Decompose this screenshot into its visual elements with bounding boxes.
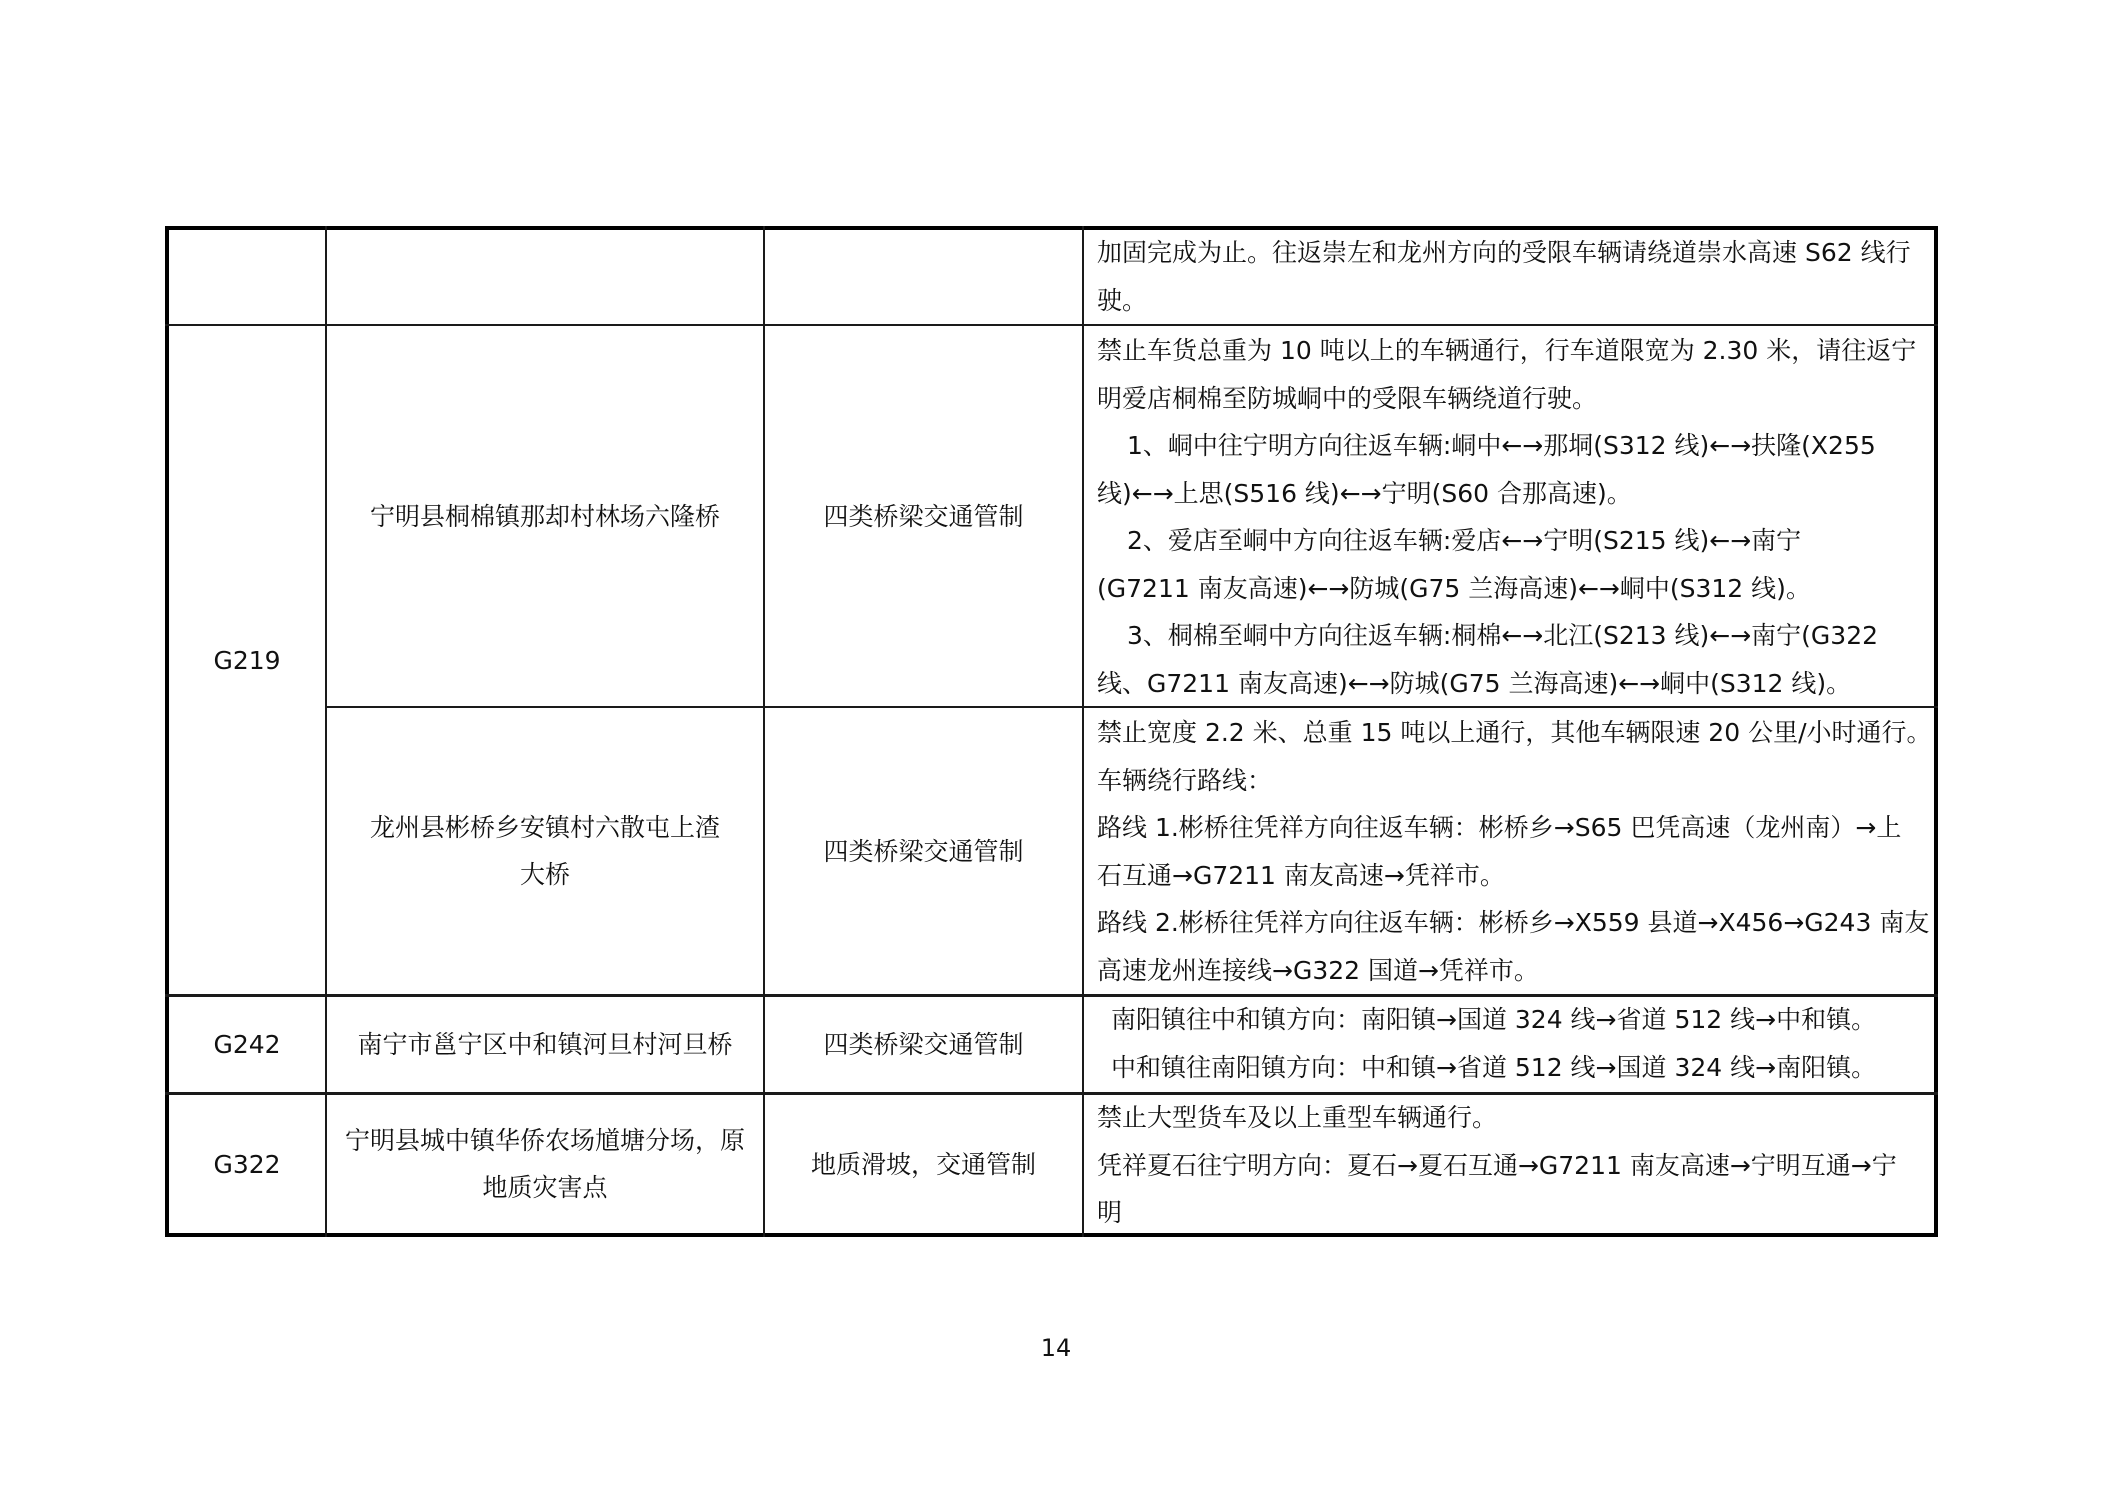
route-code: G219	[213, 645, 281, 675]
detour-line: 凭祥夏石往宁明方向：夏石→夏石互通→G7211 南友高速→宁明互通→宁	[1097, 1150, 1897, 1180]
measure-text: 四类桥梁交通管制	[823, 836, 1024, 866]
detour-line: 线)←→上思(S516 线)←→宁明(S60 合那高速)。	[1097, 478, 1632, 508]
detour-cell	[1097, 996, 1876, 1091]
route-cell	[169, 1095, 325, 1233]
detour-line: 2、爱店至峒中方向往返车辆:爱店←→宁明(S215 线)←→南宁	[1127, 526, 1802, 555]
route-cell	[169, 326, 325, 994]
detour-line: 驶。	[1097, 285, 1148, 315]
route-cell	[169, 997, 325, 1092]
location-text: 南宁市邕宁区中和镇河旦村河旦桥	[357, 1030, 733, 1059]
detour-line: 禁止车货总重为 10 吨以上的车辆通行，行车道限宽为 2.30 米，请往返宁	[1097, 336, 1917, 365]
detour-line: 石互通→G7211 南友高速→凭祥市。	[1097, 860, 1505, 890]
page-number: 14	[1040, 1334, 1072, 1362]
route-code: G322	[213, 1149, 281, 1179]
location-cell	[327, 326, 763, 706]
measure-cell	[765, 708, 1082, 994]
detour-line: 车辆绕行路线：	[1097, 765, 1273, 795]
measure-cell	[765, 1095, 1082, 1233]
detour-line: 南阳镇往中和镇方向：南阳镇→国道 324 线→省道 512 线→中和镇。	[1111, 1005, 1877, 1034]
detour-line: 路线 2.彬桥往凭祥方向往返车辆：彬桥乡→X559 县道→X456→G243 南友	[1097, 908, 1930, 937]
column-divider	[1082, 226, 1084, 1237]
detour-line: 加固完成为止。往返崇左和龙州方向的受限车辆请绕道崇水高速 S62 线行	[1097, 238, 1911, 267]
location-text: 宁明县城中镇华侨农场馗塘分场，原地质灾害点	[344, 1126, 745, 1202]
measure-cell	[765, 326, 1082, 706]
location-cell	[327, 997, 763, 1092]
detour-line: 1、峒中往宁明方向往返车辆:峒中←→那垌(S312 线)←→扶隆(X255	[1127, 431, 1876, 460]
location-cell	[327, 1095, 763, 1233]
detour-cell	[1097, 709, 1932, 994]
detour-cell	[1097, 1094, 1897, 1237]
measure-text: 四类桥梁交通管制	[823, 501, 1024, 531]
detour-line: 明爱店桐棉至防城峒中的受限车辆绕道行驶。	[1097, 383, 1598, 413]
detour-line: 明	[1097, 1198, 1123, 1227]
detour-line: 中和镇往南阳镇方向：中和镇→省道 512 线→国道 324 线→南阳镇。	[1111, 1052, 1877, 1082]
detour-cell	[1097, 327, 1916, 707]
measure-text: 四类桥梁交通管制	[823, 1030, 1024, 1059]
detour-line: 3、桐棉至峒中方向往返车辆:桐棉←→北江(S213 线)←→南宁(G322	[1127, 621, 1879, 650]
measure-text: 地质滑坡，交通管制	[810, 1149, 1036, 1179]
route-code: G242	[213, 1030, 281, 1059]
detour-line: 禁止大型货车及以上重型车辆通行。	[1097, 1103, 1498, 1132]
location-cell	[327, 708, 763, 994]
detour-line: (G7211 南友高速)←→防城(G75 兰海高速)←→峒中(S312 线)。	[1097, 573, 1811, 603]
location-text: 龙州县彬桥乡安镇村六散屯上渣大桥	[369, 813, 720, 889]
location-text: 宁明县桐棉镇那却村林场六隆桥	[369, 501, 720, 531]
measure-cell	[765, 997, 1082, 1092]
detour-line: 线、G7211 南友高速)←→防城(G75 兰海高速)←→峒中(S312 线)。	[1097, 668, 1852, 698]
detour-line: 禁止宽度 2.2 米、总重 15 吨以上通行，其他车辆限速 20 公里/小时通行。	[1097, 718, 1932, 747]
detour-line: 高速龙州连接线→G322 国道→凭祥市。	[1097, 955, 1539, 985]
detour-cell	[1097, 229, 1911, 324]
detour-line: 路线 1.彬桥往凭祥方向往返车辆：彬桥乡→S65 巴凭高速（龙州南）→上	[1097, 813, 1902, 842]
